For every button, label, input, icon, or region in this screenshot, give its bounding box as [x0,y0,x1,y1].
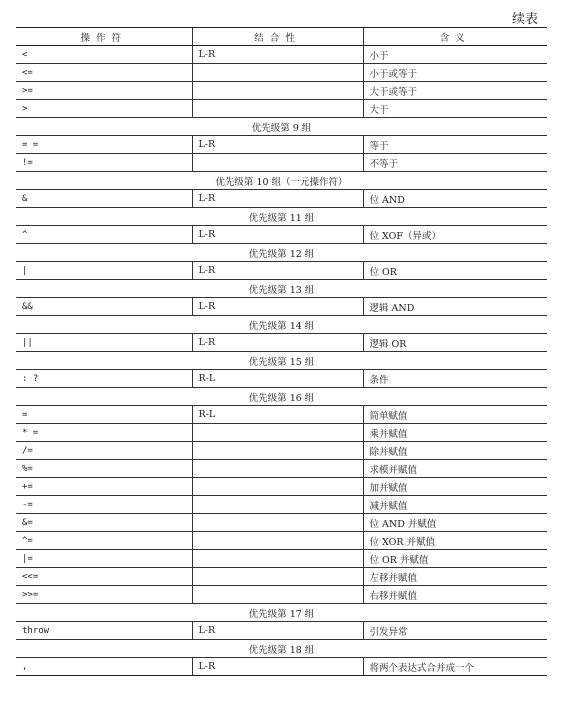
operator-cell: %= [16,460,192,478]
group-row [16,172,547,190]
meaning-cell: 简单赋值 [363,406,547,424]
meaning-cell: 位 OR [363,262,547,280]
operator-cell: = [16,406,192,424]
group-label: 优先级第 10 组（一元操作符） [16,172,547,190]
header-meaning: 含义 [363,28,547,46]
associativity-cell: L-R [192,46,363,64]
meaning-cell: 将两个表达式合并成一个 [363,658,547,676]
table-row [16,658,547,676]
group-row [16,244,547,262]
table-row [16,46,547,64]
table-row [16,586,547,604]
associativity-cell [192,478,363,496]
operator-cell: /= [16,442,192,460]
meaning-cell: 乘并赋值 [363,424,547,442]
group-label: 优先级第 16 组 [16,388,547,406]
operator-cell: throw [16,622,192,640]
associativity-cell [192,154,363,172]
operator-cell: | [16,262,192,280]
associativity-cell [192,460,363,478]
associativity-cell [192,550,363,568]
header-associativity: 结合性 [192,28,363,46]
operator-cell: = = [16,136,192,154]
table-row [16,460,547,478]
table-row [16,514,547,532]
operator-cell: <= [16,64,192,82]
meaning-cell: 逻辑 AND [363,298,547,316]
associativity-cell: R-L [192,406,363,424]
table-row [16,496,547,514]
meaning-cell: 小于或等于 [363,64,547,82]
table-body [16,46,547,676]
operator-cell: |= [16,550,192,568]
table-row [16,100,547,118]
table-row [16,532,547,550]
continued-label: 续表 [511,12,538,27]
table-row [16,226,547,244]
operator-cell: * = [16,424,192,442]
meaning-cell: 逻辑 OR [363,334,547,352]
meaning-cell: 右移并赋值 [363,586,547,604]
operator-cell: += [16,478,192,496]
table-row [16,370,547,388]
associativity-cell [192,100,363,118]
group-row [16,604,547,622]
meaning-cell: 等于 [363,136,547,154]
meaning-cell: 条件 [363,370,547,388]
table-row [16,424,547,442]
group-label: 优先级第 12 组 [16,244,547,262]
table-row [16,568,547,586]
table-row [16,406,547,424]
operator-cell: & [16,190,192,208]
meaning-cell: 除并赋值 [363,442,547,460]
table-row [16,154,547,172]
operator-cell: != [16,154,192,172]
operator-cell: , [16,658,192,676]
operator-cell: > [16,100,192,118]
group-row [16,316,547,334]
associativity-cell: L-R [192,658,363,676]
associativity-cell [192,514,363,532]
operator-cell: ^= [16,532,192,550]
associativity-cell: L-R [192,334,363,352]
associativity-cell [192,496,363,514]
group-row [16,640,547,658]
meaning-cell: 引发异常 [363,622,547,640]
group-label: 优先级第 9 组 [16,118,547,136]
table-row [16,442,547,460]
meaning-cell: 位 XOF（异或） [363,226,547,244]
meaning-cell: 大于或等于 [363,82,547,100]
associativity-cell [192,568,363,586]
associativity-cell [192,424,363,442]
table-row [16,298,547,316]
associativity-cell [192,532,363,550]
associativity-cell: L-R [192,226,363,244]
operator-cell: &= [16,514,192,532]
operator-cell: && [16,298,192,316]
associativity-cell: L-R [192,190,363,208]
group-label: 优先级第 18 组 [16,640,547,658]
table-row [16,478,547,496]
table-header-row [16,28,547,46]
operator-cell: >= [16,82,192,100]
operator-cell: || [16,334,192,352]
group-label: 优先级第 15 组 [16,352,547,370]
group-label: 优先级第 11 组 [16,208,547,226]
table-row [16,82,547,100]
header-operator: 操作符 [16,28,192,46]
associativity-cell: L-R [192,622,363,640]
associativity-cell: R-L [192,370,363,388]
associativity-cell [192,64,363,82]
table-row [16,136,547,154]
meaning-cell: 位 AND [363,190,547,208]
meaning-cell: 左移并赋值 [363,568,547,586]
operator-cell: >>= [16,586,192,604]
meaning-cell: 小于 [363,46,547,64]
associativity-cell [192,442,363,460]
operator-table [16,27,547,676]
group-row [16,388,547,406]
associativity-cell: L-R [192,262,363,280]
associativity-cell: L-R [192,298,363,316]
table-row [16,622,547,640]
table-row [16,190,547,208]
group-row [16,280,547,298]
table-row [16,262,547,280]
table-row [16,334,547,352]
associativity-cell [192,586,363,604]
operator-cell: < [16,46,192,64]
meaning-cell: 位 OR 并赋值 [363,550,547,568]
table-row [16,550,547,568]
meaning-cell: 位 XOR 并赋值 [363,532,547,550]
operator-cell: : ? [16,370,192,388]
table-row [16,64,547,82]
operator-cell: ^ [16,226,192,244]
group-row [16,352,547,370]
group-row [16,208,547,226]
associativity-cell [192,82,363,100]
group-label: 优先级第 17 组 [16,604,547,622]
meaning-cell: 不等于 [363,154,547,172]
meaning-cell: 加并赋值 [363,478,547,496]
meaning-cell: 大于 [363,100,547,118]
meaning-cell: 位 AND 并赋值 [363,514,547,532]
meaning-cell: 求模并赋值 [363,460,547,478]
operator-cell: <<= [16,568,192,586]
group-label: 优先级第 13 组 [16,280,547,298]
group-row [16,118,547,136]
associativity-cell: L-R [192,136,363,154]
operator-cell: -= [16,496,192,514]
meaning-cell: 减并赋值 [363,496,547,514]
group-label: 优先级第 14 组 [16,316,547,334]
